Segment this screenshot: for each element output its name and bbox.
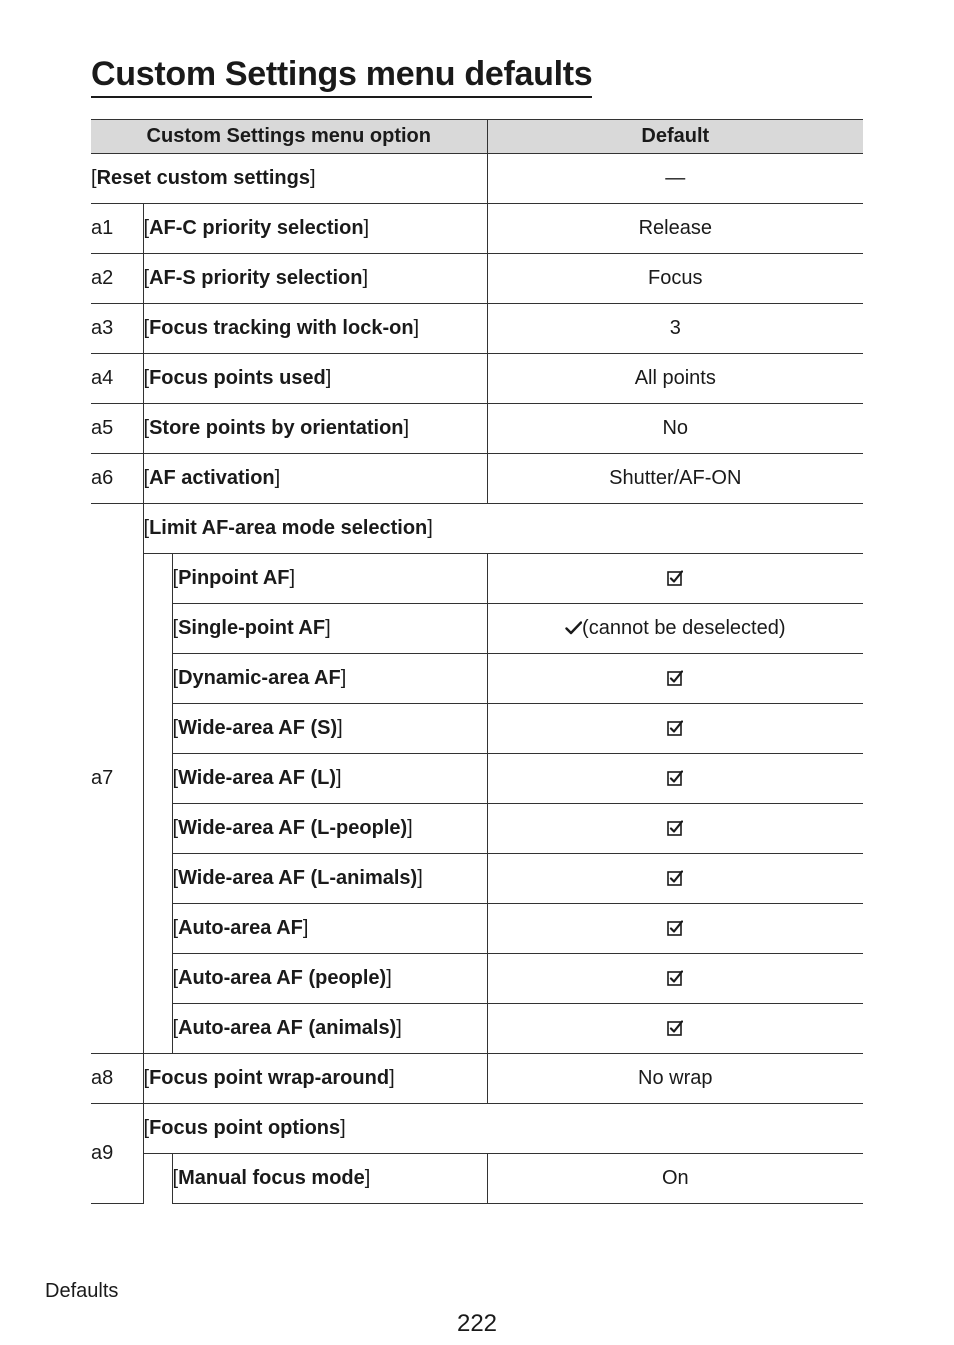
bracket-open: [ — [143, 367, 150, 389]
default-value: All points — [487, 354, 863, 404]
option-name: Pinpoint AF — [178, 567, 290, 589]
bracket-open: [ — [172, 567, 179, 589]
default-value — [487, 754, 863, 804]
bracket-close: ] — [274, 467, 281, 489]
bracket-open: [ — [143, 267, 150, 289]
default-value — [487, 954, 863, 1004]
suboption-cell — [172, 554, 487, 604]
bracket-close: ] — [407, 817, 413, 839]
page-number: 222 — [456, 1310, 498, 1337]
default-value — [487, 554, 863, 604]
bracket-close: ] — [325, 617, 331, 639]
bracket-close: ] — [363, 217, 370, 239]
table-row — [91, 204, 863, 254]
default-value: Release — [487, 204, 863, 254]
indent-cell — [143, 1154, 172, 1204]
option-cell — [143, 1104, 863, 1154]
bracket-open: [ — [172, 767, 179, 789]
bracket-open: [ — [143, 1067, 150, 1089]
suboption-cell — [172, 1004, 487, 1054]
bracket-close: ] — [389, 1067, 395, 1089]
table-row-suboption — [91, 1154, 863, 1204]
table-row-suboption — [91, 954, 863, 1004]
suboption-cell — [172, 654, 487, 704]
bracket-open: [ — [143, 1117, 150, 1139]
table-header-row — [91, 120, 863, 154]
bracket-close: ] — [325, 367, 332, 389]
table-row-suboption — [91, 1004, 863, 1054]
suboption-cell — [172, 1154, 487, 1204]
option-name: Focus point wrap-around — [149, 1067, 390, 1089]
suboption-cell — [172, 604, 487, 654]
checked-box-icon — [667, 820, 683, 836]
table-row-suboption — [91, 904, 863, 954]
option-code: a5 — [91, 404, 143, 454]
default-value: Shutter/AF-ON — [487, 454, 863, 504]
checked-box-icon — [667, 920, 683, 936]
checked-box-icon — [667, 870, 683, 886]
table-row-suboption — [91, 804, 863, 854]
footer-section-label: Defaults — [45, 1280, 119, 1302]
bracket-close: ] — [336, 767, 342, 789]
bracket-open: [ — [172, 617, 179, 639]
bracket-open: [ — [143, 517, 150, 539]
option-cell — [143, 254, 487, 304]
default-value — [487, 904, 863, 954]
bracket-open: [ — [143, 317, 150, 339]
table-row-suboption — [91, 554, 863, 604]
suboption-cell — [172, 854, 487, 904]
table-row-suboption — [91, 704, 863, 754]
bracket-close: ] — [396, 1017, 402, 1039]
header-option: Custom Settings menu option — [91, 120, 487, 154]
bracket-close: ] — [413, 317, 420, 339]
table-row-a9 — [91, 1104, 863, 1154]
bracket-close: ] — [427, 517, 433, 539]
option-name: Dynamic-area AF — [178, 667, 341, 689]
table-row-reset — [91, 154, 863, 204]
option-code: a9 — [91, 1104, 143, 1204]
default-value — [487, 704, 863, 754]
bracket-open: [ — [91, 167, 97, 189]
default-value: 3 — [487, 304, 863, 354]
option-name: Focus points used — [149, 367, 326, 389]
bracket-open: [ — [172, 1017, 179, 1039]
table-row — [91, 404, 863, 454]
default-note: (cannot be deselected) — [582, 617, 786, 639]
option-name: AF-S priority selection — [149, 267, 363, 289]
option-cell — [143, 404, 487, 454]
option-cell — [143, 304, 487, 354]
checked-box-icon — [667, 770, 683, 786]
table-row — [91, 354, 863, 404]
bracket-open: [ — [143, 417, 150, 439]
option-code: a1 — [91, 204, 143, 254]
option-name: Manual focus mode — [178, 1167, 365, 1189]
option-name: AF-C priority selection — [149, 217, 364, 239]
option-code: a8 — [91, 1054, 143, 1104]
option-name: AF activation — [149, 467, 275, 489]
option-cell — [143, 1054, 487, 1104]
bracket-close: ] — [340, 1117, 346, 1139]
option-cell — [143, 504, 863, 554]
option-name: Focus point options — [149, 1117, 341, 1139]
default-value: No wrap — [487, 1054, 863, 1104]
default-value — [487, 854, 863, 904]
defaults-table — [91, 119, 863, 1204]
checked-box-icon — [667, 720, 683, 736]
bracket-close: ] — [340, 667, 347, 689]
option-name: Auto-area AF (animals) — [178, 1017, 397, 1039]
suboption-cell — [172, 704, 487, 754]
table-row-a7 — [91, 504, 863, 554]
option-name: Store points by orientation — [149, 417, 404, 439]
indent-cell — [143, 554, 172, 1054]
option-name: Wide-area AF (L-animals) — [178, 867, 418, 889]
table-row-suboption — [91, 754, 863, 804]
suboption-cell — [172, 754, 487, 804]
default-value: On — [487, 1154, 863, 1204]
bracket-open: [ — [143, 467, 150, 489]
table-row — [91, 454, 863, 504]
checked-box-icon — [667, 570, 683, 586]
table-row-suboption — [91, 654, 863, 704]
option-name: Auto-area AF — [178, 917, 303, 939]
default-value: Focus — [487, 254, 863, 304]
table-row — [91, 254, 863, 304]
option-name: Auto-area AF (people) — [178, 967, 387, 989]
option-code: a2 — [91, 254, 143, 304]
option-name: Wide-area AF (L) — [178, 767, 337, 789]
page-title: Custom Settings menu defaults — [91, 52, 592, 98]
bracket-open: [ — [143, 217, 150, 239]
bracket-open: [ — [172, 667, 179, 689]
bracket-open: [ — [172, 817, 179, 839]
bracket-close: ] — [362, 267, 368, 289]
checked-box-icon — [667, 670, 683, 686]
option-code: a4 — [91, 354, 143, 404]
checked-box-icon — [667, 970, 683, 986]
option-code: a6 — [91, 454, 143, 504]
option-name: Single-point AF — [178, 617, 326, 639]
option-cell — [143, 354, 487, 404]
bracket-close: ] — [364, 1167, 371, 1189]
suboption-cell — [172, 804, 487, 854]
bracket-close: ] — [386, 967, 392, 989]
option-cell — [91, 154, 487, 204]
option-name: Wide-area AF (S) — [178, 717, 338, 739]
header-default: Default — [487, 120, 863, 154]
bracket-open: [ — [172, 1167, 179, 1189]
bracket-close: ] — [403, 417, 410, 439]
bracket-open: [ — [172, 917, 179, 939]
bracket-close: ] — [417, 867, 423, 889]
bracket-close: ] — [309, 167, 316, 189]
option-cell — [143, 204, 487, 254]
checked-box-icon — [667, 1020, 683, 1036]
default-value — [487, 604, 863, 654]
table-row-suboption — [91, 854, 863, 904]
bracket-close: ] — [302, 917, 309, 939]
option-cell — [143, 454, 487, 504]
bracket-close: ] — [289, 567, 296, 589]
default-value — [487, 654, 863, 704]
default-value — [487, 1004, 863, 1054]
bracket-open: [ — [172, 717, 179, 739]
option-name: Wide-area AF (L-people) — [178, 817, 408, 839]
option-name: Focus tracking with lock-on — [149, 317, 414, 339]
default-value: — — [487, 154, 863, 204]
option-name: Reset custom settings — [96, 167, 310, 189]
option-code: a3 — [91, 304, 143, 354]
bracket-close: ] — [337, 717, 343, 739]
table-row — [91, 304, 863, 354]
checkmark-icon — [565, 618, 582, 632]
table-row-suboption — [91, 604, 863, 654]
option-name: Limit AF-area mode selection — [149, 517, 428, 539]
bracket-open: [ — [172, 967, 179, 989]
default-value — [487, 804, 863, 854]
suboption-cell — [172, 904, 487, 954]
table-row — [91, 1054, 863, 1104]
default-value: No — [487, 404, 863, 454]
option-code: a7 — [91, 504, 143, 1054]
bracket-open: [ — [172, 867, 179, 889]
suboption-cell — [172, 954, 487, 1004]
